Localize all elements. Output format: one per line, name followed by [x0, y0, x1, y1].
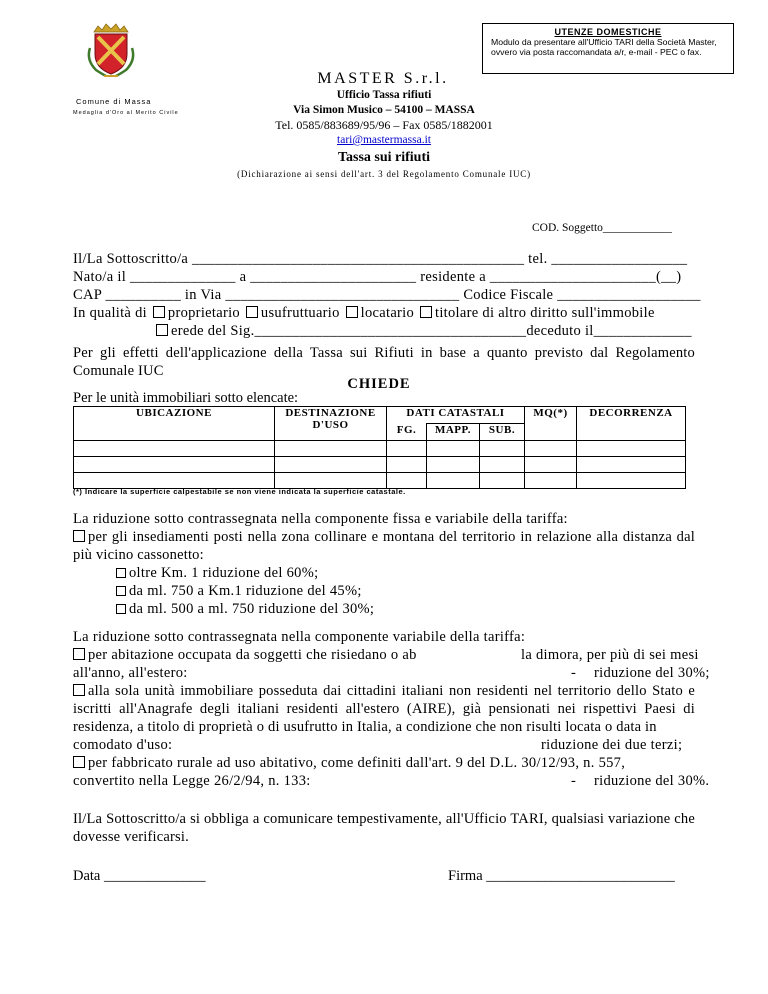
col-destinazione-line2: D'USO — [312, 419, 349, 431]
table-cell[interactable] — [427, 457, 480, 473]
section1-opt3 — [116, 600, 374, 618]
col-sub: SUB. — [480, 424, 525, 441]
intro-paragraph: Per gli effetti dell'applicazione della Tassa sui Rifiuti in base a quanto previsto dal Regolamento Comunale IUC — [73, 345, 695, 379]
nascita-residenza-field[interactable]: Nato/a il ______________ a ______________________ residente a ______________________(__) — [73, 269, 682, 285]
table-cell[interactable] — [577, 441, 686, 457]
500-750-checkbox[interactable] — [116, 604, 126, 614]
section2-item1-reduction: riduzione del 30%; — [594, 665, 710, 681]
table-cell[interactable] — [427, 441, 480, 457]
municipality-medal: Medaglia d'Oro al Merito Civile — [73, 110, 179, 116]
section1-intro: La riduzione sotto contrassegnata nella componente fissa e variabile della tariffa: — [73, 511, 568, 527]
section2-item1-dash: - — [571, 665, 577, 681]
document-subtitle: (Dichiarazione ai sensi dell'art. 3 del Regolamento Comunale IUC) — [237, 169, 531, 179]
company-name: MASTER S.r.l. — [317, 70, 449, 87]
section2-item3-reduction: riduzione del 30%. — [594, 773, 710, 789]
firma-field[interactable]: Firma __________________________ — [448, 868, 675, 884]
section1-item — [73, 528, 695, 564]
section2-item3-line2: convertito nella Legge 26/2/94, n. 133: — [73, 773, 311, 789]
section1-opt3-label: da ml. 500 a ml. 750 riduzione del 30%; — [129, 601, 375, 617]
proprietario-label: proprietario — [167, 305, 240, 321]
table-cell[interactable] — [387, 441, 427, 457]
data-field[interactable]: Data ______________ — [73, 868, 206, 884]
estero-checkbox[interactable] — [73, 648, 85, 660]
erede-row — [156, 322, 692, 340]
usufruttuario-label: usufruttuario — [260, 305, 340, 321]
immobili-table — [73, 406, 686, 489]
obbligo-paragraph: Il/La Sottoscritto/a si obbliga a comunicare tempestivamente, all'Ufficio TARI, qualsiasi variazione che dovesse verificarsi. — [73, 811, 695, 845]
collinare-checkbox[interactable] — [73, 530, 85, 542]
section1-item-text: per gli insediamenti posti nella zona collinare e montana del territorio in relazione alla distanza dal più vicino cassonetto: — [73, 529, 695, 563]
municipality-name: Comune di Massa — [76, 97, 152, 106]
table-cell[interactable] — [480, 457, 525, 473]
table-cell[interactable] — [74, 441, 275, 457]
col-ubicazione: UBICAZIONE — [74, 407, 275, 441]
table-cell[interactable] — [480, 441, 525, 457]
col-mapp: MAPP. — [427, 424, 480, 441]
document-type-box — [482, 23, 734, 74]
section2-item1-line1 — [73, 646, 417, 664]
section2-item3-text: per fabbricato rurale ad uso abitativo, come definiti dall'art. 9 del D.L. 30/12/93, n. 557, — [88, 755, 626, 771]
col-destinazione — [275, 407, 387, 441]
table-cell[interactable] — [387, 457, 427, 473]
table-cell[interactable] — [275, 441, 387, 457]
section2-item3-line1 — [73, 754, 625, 772]
table-cell[interactable] — [577, 457, 686, 473]
company-address: Via Simon Musico – 54100 – MASSA — [293, 104, 475, 116]
locatario-label: locatario — [360, 305, 415, 321]
aire-checkbox[interactable] — [73, 684, 85, 696]
section2-item2-last: comodato d'uso: — [73, 737, 173, 753]
oltre-1km-checkbox[interactable] — [116, 568, 126, 578]
table-cell[interactable] — [577, 473, 686, 489]
table-cell[interactable] — [525, 457, 577, 473]
col-mq: MQ(*) — [525, 407, 577, 441]
qualita-label: In qualità di — [73, 305, 147, 321]
cap-via-cf-field[interactable]: CAP __________ in Via _______________________________ Codice Fiscale ___________________ — [73, 287, 701, 303]
col-destinazione-line1: DESTINAZIONE — [285, 407, 376, 419]
chiede-heading: CHIEDE — [347, 376, 411, 392]
titolare-checkbox[interactable] — [420, 306, 432, 318]
company-header — [0, 70, 768, 147]
section1-opt1 — [116, 564, 318, 582]
table-cell[interactable] — [275, 457, 387, 473]
table-cell[interactable] — [74, 457, 275, 473]
section1-opt2 — [116, 582, 362, 600]
section1-opt1-label: oltre Km. 1 riduzione del 60%; — [129, 565, 319, 581]
section2-item2-text: alla sola unità immobiliare posseduta dai cittadini italiani non residenti nel territorio dello Stato e iscritti all'Anagrafe degli italiani residenti all'estero (AIRE), già pensionati nei rispettivi Paesi di residenza, a titolo di proprietà o di usufrutto in Italia, a condizione che non risulti locata o data in — [73, 683, 695, 735]
col-decorrenza: DECORRENZA — [577, 407, 686, 441]
table-row — [74, 441, 686, 457]
titolare-label: titolare di altro diritto sull'immobile — [435, 305, 655, 321]
rurale-checkbox[interactable] — [73, 756, 85, 768]
sottoscritto-field[interactable]: Il/La Sottoscritto/a ____________________________________________ tel. __________________ — [73, 251, 688, 267]
company-email-link[interactable]: tari@mastermassa.it — [337, 134, 431, 146]
usufruttuario-checkbox[interactable] — [246, 306, 258, 318]
erede-checkbox[interactable] — [156, 324, 168, 336]
section2-item1-tail: la dimora, per più di sei mesi — [521, 647, 699, 663]
cod-soggetto-field[interactable]: COD. Soggetto____________ — [532, 222, 672, 234]
erede-field[interactable]: erede del Sig.____________________________________deceduto il_____________ — [171, 323, 692, 339]
table-note: (*) Indicare la superficie calpestabile se non viene indicata la superficie catastale. — [73, 487, 406, 496]
section2-intro: La riduzione sotto contrassegnata nella componente variabile della tariffa: — [73, 629, 526, 645]
document-type-text: Modulo da presentare all'Ufficio TARI della Società Master, ovvero via posta raccomandata a/r, e-mail - PEC o fax. — [491, 37, 717, 57]
table-cell[interactable] — [525, 473, 577, 489]
company-phone: Tel. 0585/883689/95/96 – Fax 0585/1882001 — [275, 118, 493, 132]
document-title: Tassa sui rifiuti — [337, 150, 431, 165]
proprietario-checkbox[interactable] — [153, 306, 165, 318]
750-1km-checkbox[interactable] — [116, 586, 126, 596]
table-row — [74, 457, 686, 473]
section2-item2 — [73, 682, 695, 736]
section1-opt2-label: da ml. 750 a Km.1 riduzione del 45%; — [129, 583, 362, 599]
table-cell[interactable] — [427, 473, 480, 489]
document-type-title: UTENZE DOMESTICHE — [554, 27, 662, 37]
section2-item2-reduction: riduzione dei due terzi; — [541, 737, 683, 753]
col-fg: FG. — [387, 424, 427, 441]
table-cell[interactable] — [525, 441, 577, 457]
section2-item1-text: per abitazione occupata da soggetti che risiedano o ab — [88, 647, 417, 663]
company-office: Ufficio Tassa rifiuti — [336, 89, 432, 101]
table-cell[interactable] — [480, 473, 525, 489]
qualita-row — [73, 304, 655, 322]
section2-item3-dash: - — [571, 773, 577, 789]
locatario-checkbox[interactable] — [346, 306, 358, 318]
per-unita-label: Per le unità immobiliari sotto elencate: — [73, 390, 299, 406]
col-dati-catastali: DATI CATASTALI — [387, 407, 525, 424]
section2-item1-line2: all'anno, all'estero: — [73, 665, 188, 681]
